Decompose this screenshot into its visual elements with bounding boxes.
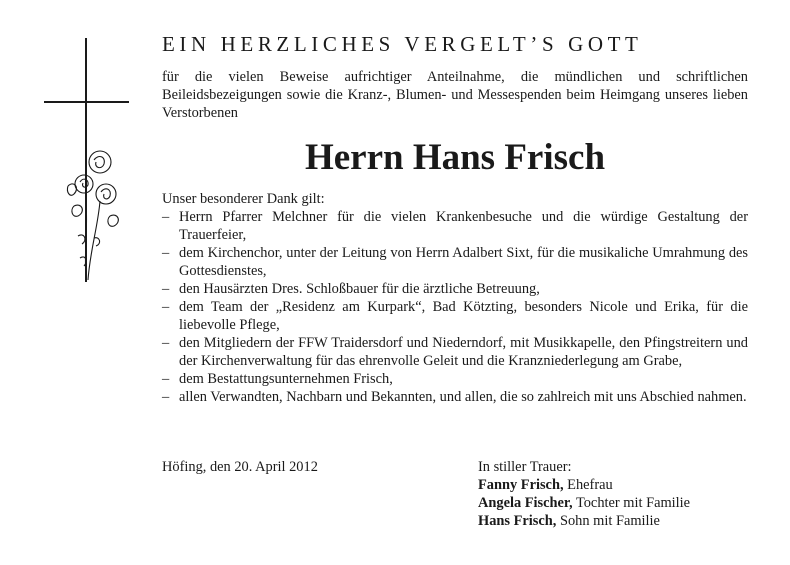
list-item-text: dem Team der „Residenz am Kurpark“, Bad Kötzting, besonders Nicole und Erika, für die liebevolle Pflege,	[179, 299, 748, 333]
dash-icon: –	[162, 371, 170, 387]
mourner-relation: Sohn mit Familie	[559, 513, 660, 529]
dash-icon: –	[162, 335, 170, 351]
list-item-text: dem Bestattungsunternehmen Frisch,	[179, 371, 393, 387]
mourner-relation: Tochter mit Familie	[575, 495, 691, 511]
thanks-list	[162, 208, 748, 406]
mourner-line	[478, 512, 690, 530]
list-item-text: den Hausärzten Dres. Schloßbauer für die ärztliche Betreuung,	[179, 281, 540, 297]
list-item	[162, 298, 748, 334]
intro-text: für die vielen Beweise aufrichtiger Anteilnahme, die mündlichen und schriftlichen Beileidsbezeigungen sowie die Kranz-, Blumen- und Messespenden beim Heimgang unseres lieben Verstorbenen	[162, 69, 748, 121]
thanks-intro: Unser besonderer Dank gilt:	[162, 191, 325, 207]
list-item	[162, 370, 748, 388]
dash-icon: –	[162, 209, 170, 225]
place-date: Höfing, den 20. April 2012	[162, 459, 318, 475]
list-item	[162, 334, 748, 370]
mourner-name: Angela Fischer,	[478, 495, 573, 511]
list-item-text: allen Verwandten, Nachbarn und Bekannten, und allen, die so zahlreich mit uns Abschied nahmen.	[179, 389, 747, 405]
mourner-line	[478, 476, 690, 494]
dash-icon: –	[162, 281, 170, 297]
mourner-relation: Ehefrau	[567, 477, 613, 493]
dash-icon: –	[162, 299, 170, 315]
cross-bar	[44, 101, 129, 103]
mourner-line	[478, 494, 690, 512]
roses-icon	[60, 146, 130, 281]
mourners-block	[478, 458, 690, 530]
mourner-name: Fanny Frisch,	[478, 477, 564, 493]
list-item	[162, 208, 748, 244]
list-item-text: den Mitgliedern der FFW Traidersdorf und Niederndorf, mit Musikkapelle, den Pfingstreitern und der Kirchenverwaltung für das ehrenvolle Geleit und die Kranzniederlegung am Grabe,	[179, 335, 748, 369]
thanks-heading: EIN HERZLICHES VERGELT’S GOTT	[162, 32, 643, 56]
dash-icon: –	[162, 389, 170, 405]
deceased-name: Herrn Hans Frisch	[304, 137, 606, 178]
list-item-text: dem Kirchenchor, unter der Leitung von Herrn Adalbert Sixt, für die musikaliche Umrahmung des Gottesdienstes,	[179, 245, 748, 279]
list-item	[162, 244, 748, 280]
list-item	[162, 280, 748, 298]
list-item	[162, 388, 748, 406]
list-item-text: Herrn Pfarrer Melchner für die vielen Krankenbesuche und die würdige Gestaltung der Trauerfeier,	[179, 209, 748, 243]
mourner-name: Hans Frisch,	[478, 513, 557, 529]
mourning-label: In stiller Trauer:	[478, 459, 572, 475]
thanks-section	[162, 190, 748, 406]
dash-icon: –	[162, 245, 170, 261]
